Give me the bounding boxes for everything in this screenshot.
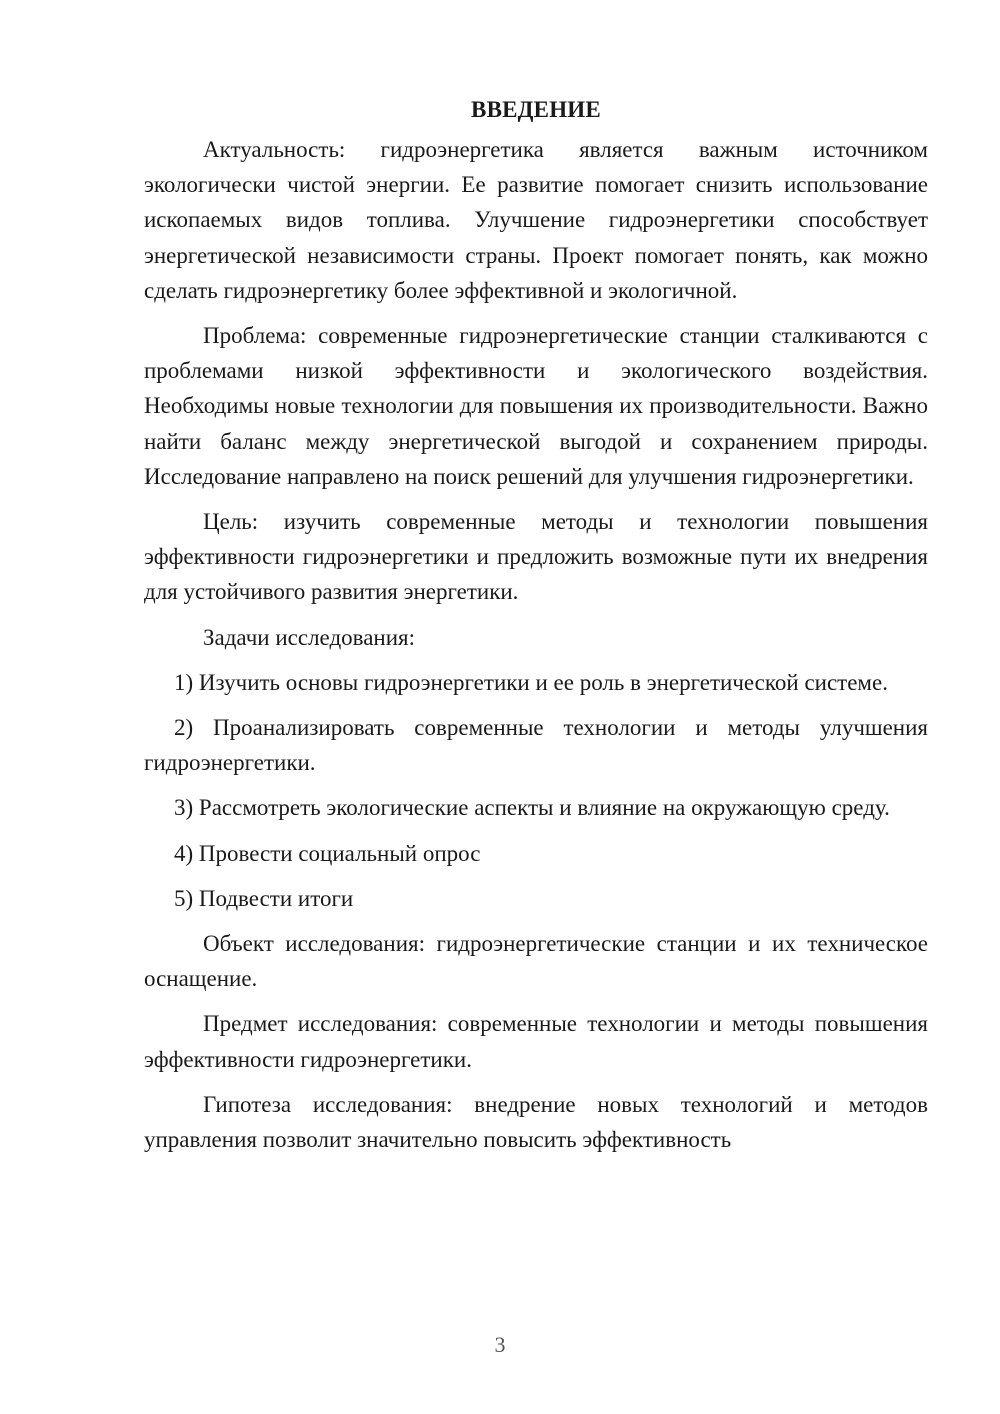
relevance-paragraph: Актуальность: гидроэнергетика является важным источником экологически чистой энергии. Ее развитие помогает снизить использование ископаемых видов топлива. Улучшение гидроэнергетики способствует энергетической независимости страны. Проект помогает понять, как можно сделать гидроэнергетику более эффективной и экологичной. xyxy=(144,137,928,303)
goal-paragraph: Цель: изучить современные методы и технологии повышения эффективности гидроэнергетики и предложить возможные пути их внедрения для устойчивого развития энергетики. xyxy=(144,509,928,605)
problem-paragraph: Проблема: современные гидроэнергетические станции сталкиваются с проблемами низкой эффективности и экологического воздействия. Необходимы новые технологии для повышения их производительности. Важно найти баланс между энергетической выгодой и сохранением природы. Исследование направлено на поиск решений для улучшения гидроэнергетики. xyxy=(144,323,928,489)
page-number: 3 xyxy=(494,1332,506,1357)
subject-paragraph: Предмет исследования: современные технологии и методы повышения эффективности гидроэнергетики. xyxy=(144,1011,928,1072)
hypothesis-paragraph: Гипотеза исследования: внедрение новых технологий и методов управления позволит значительно повысить эффективность xyxy=(144,1091,928,1153)
task-item-1: 1) Изучить основы гидроэнергетики и ее роль в энергетической системе. xyxy=(174,669,888,695)
tasks-heading: Задачи исследования: xyxy=(203,624,416,650)
task-item-2: 2) Проанализировать современные технологии и методы улучшения гидроэнергетики. xyxy=(144,715,928,776)
object-paragraph: Объект исследования: гидроэнергетические станции и их техническое оснащение. xyxy=(144,931,928,992)
task-item-4: 4) Провести социальный опрос xyxy=(174,840,481,866)
document-page xyxy=(144,92,928,1167)
task-item-5: 5) Подвести итоги xyxy=(174,885,354,911)
task-item-3: 3) Рассмотреть экологические аспекты и влияние на окружающую среду. xyxy=(174,795,890,821)
section-heading: ВВЕДЕНИЕ xyxy=(471,97,601,122)
